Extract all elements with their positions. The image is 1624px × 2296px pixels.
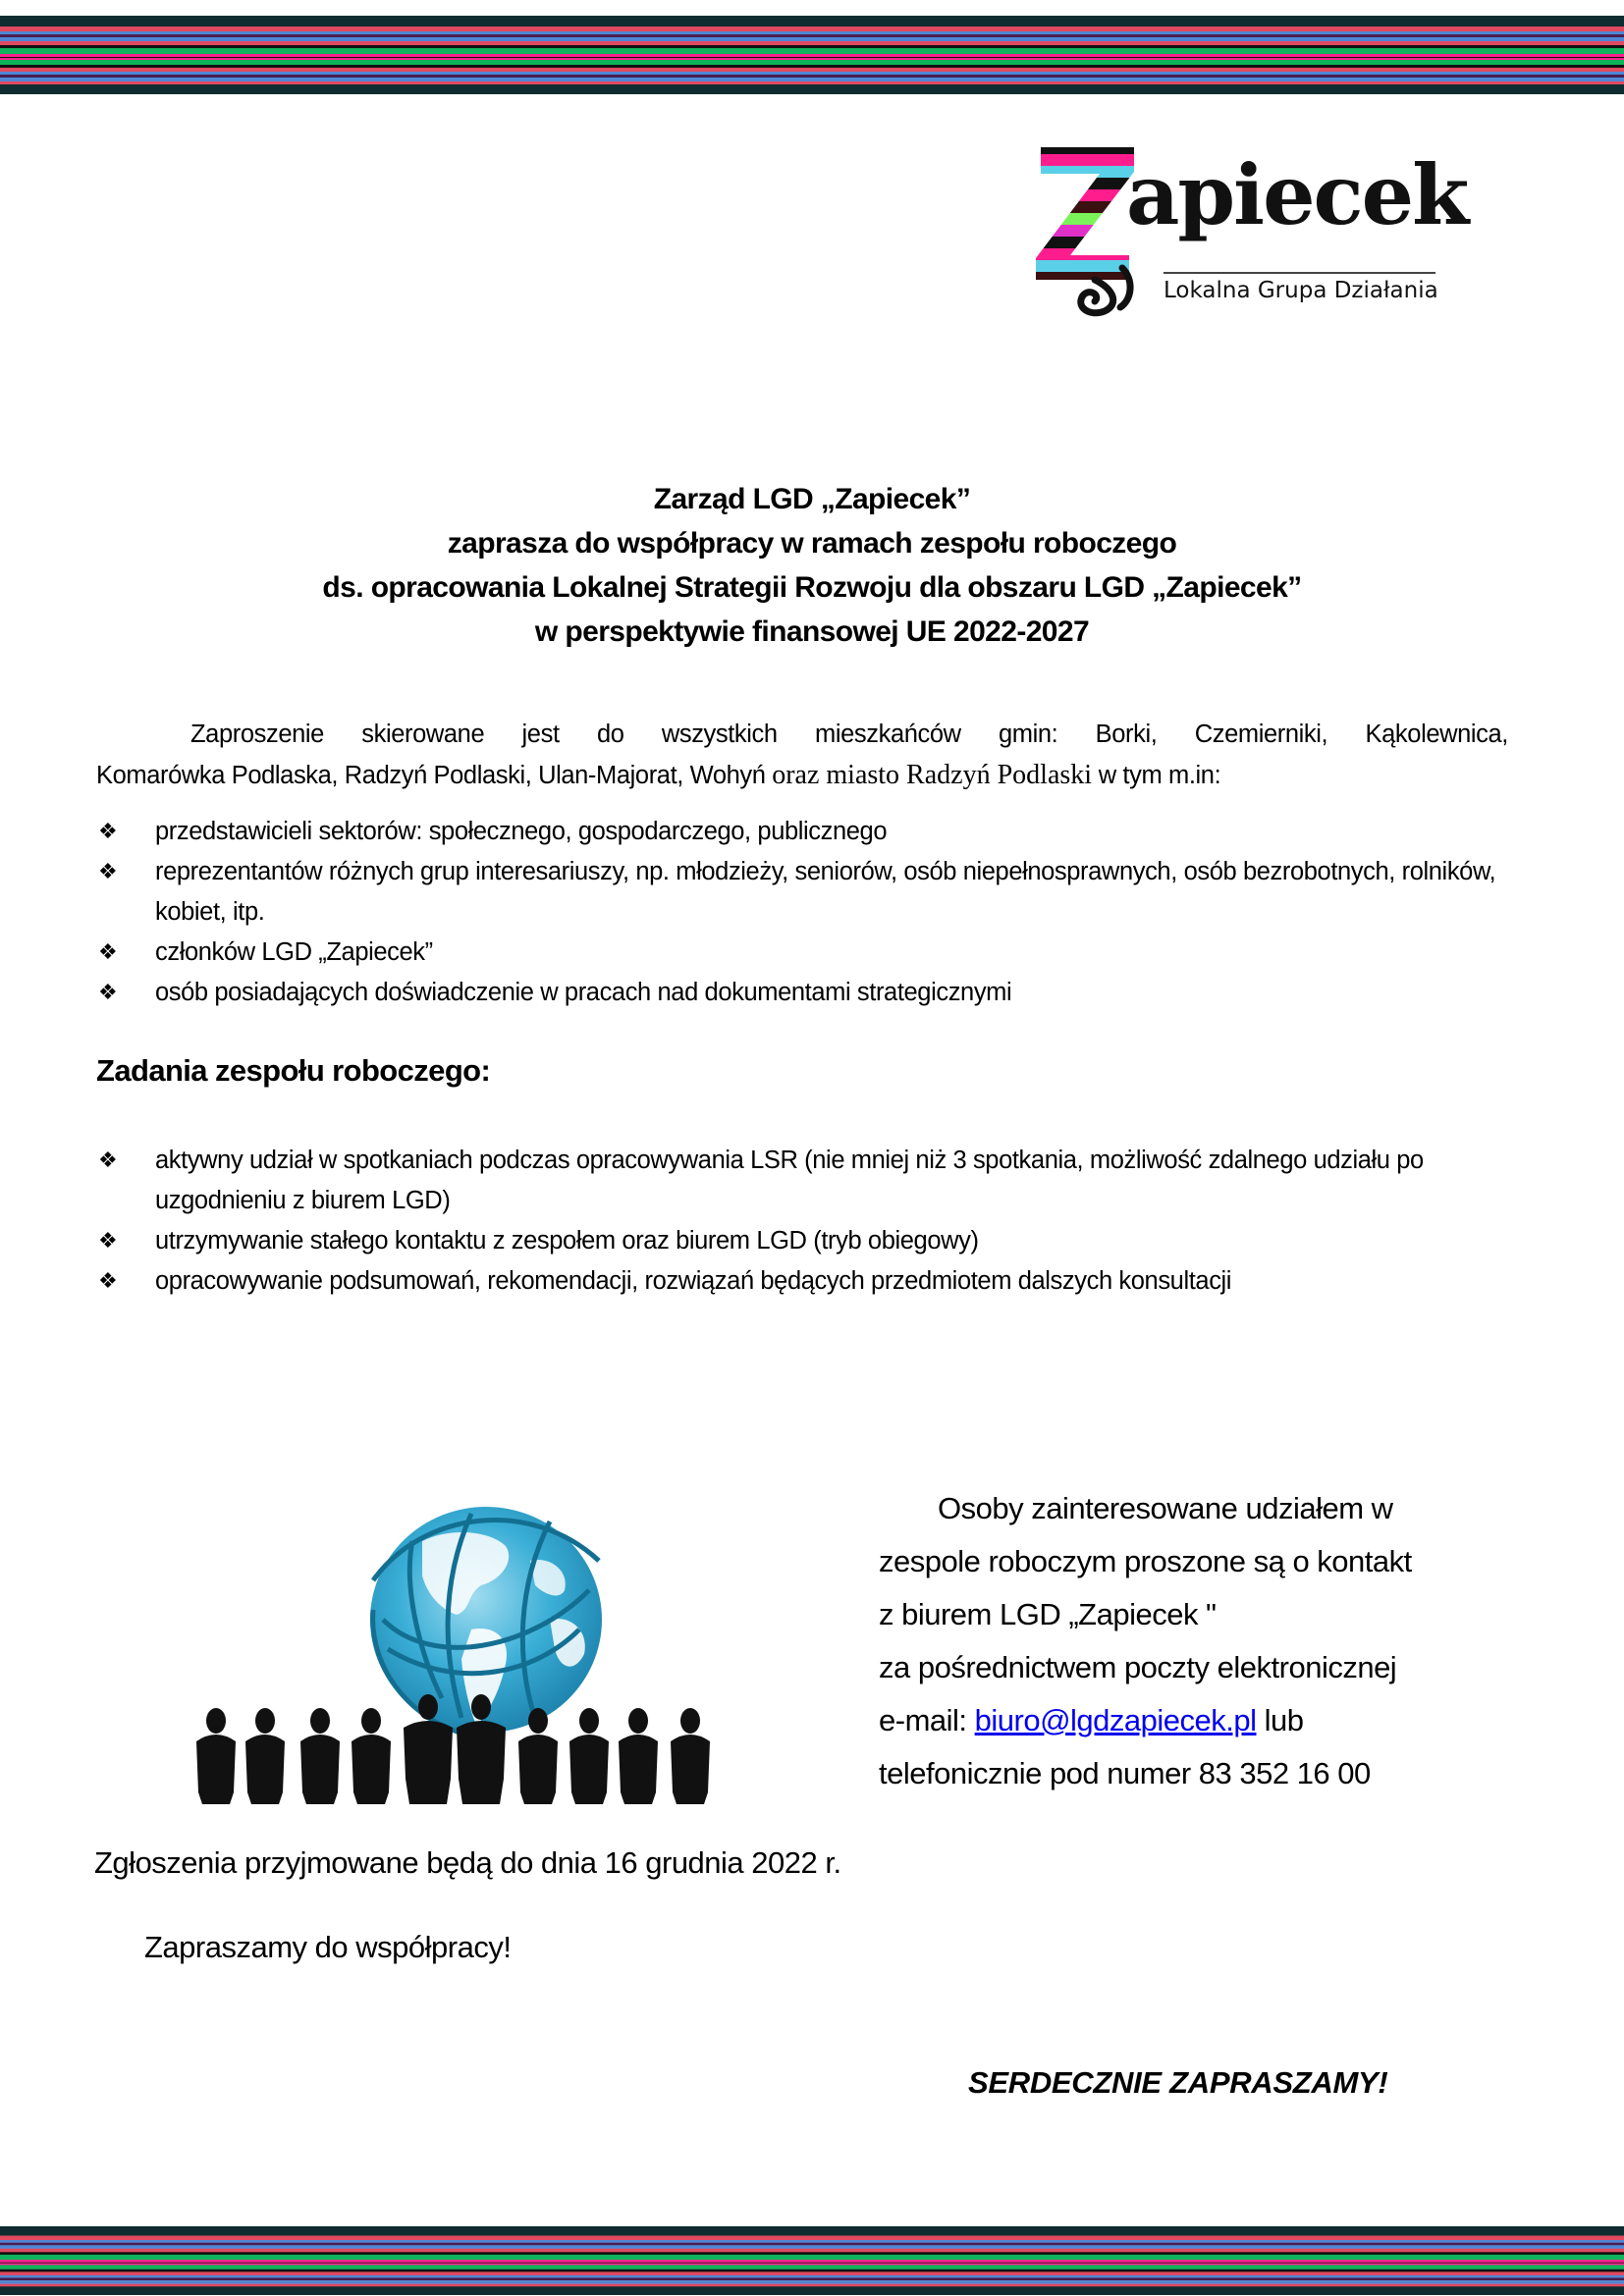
contact-line: Osoby zainteresowane udziałem w (938, 1491, 1393, 1525)
list-item-text: reprezentantów różnych grup interesariuszy, np. młodzieży, seniorów, osób niepełnosprawnych, osób bezrobotnych, rolników, kobiet, itp. (155, 858, 1496, 926)
list-item (98, 1221, 1512, 1261)
contact-line: zespole roboczym proszone są o kontakt (879, 1544, 1412, 1578)
stripe (0, 2271, 1624, 2275)
contact-line: z biurem LGD „Zapiecek " (879, 1597, 1217, 1631)
globe-people-illustration (177, 1502, 785, 1806)
stripe (0, 84, 1624, 94)
stripe (0, 58, 1624, 60)
person-silhouette (361, 1708, 381, 1734)
stripe (0, 65, 1624, 68)
person-silhouette (418, 1694, 438, 1720)
list-item-text: aktywny udział w spotkaniach podczas opracowywania LSR (nie mniej niż 3 spotkania, możliwość zdalnego udziału po uzgodnieniu z biurem LGD) (155, 1147, 1424, 1214)
deadline-text: Zgłoszenia przyjmowane będą do dnia 16 grudnia 2022 r. (94, 1845, 841, 1880)
email-suffix: lub (1256, 1703, 1304, 1737)
contact-info (879, 1482, 1527, 1800)
intro-line-2-tail: w tym m.in: (1092, 762, 1221, 789)
contact-line: za pośrednictwem poczty elektronicznej (879, 1650, 1397, 1684)
stripe-band-graphic (0, 2226, 1624, 2295)
list-item-text: osób posiadających doświadczenie w pracach nad dokumentami strategicznymi (155, 979, 1012, 1006)
title-line: zaprasza do współpracy w ramach zespołu roboczego (447, 527, 1177, 560)
stripe (0, 2280, 1624, 2284)
title-line: ds. opracowania Lokalnej Strategii Rozwoju dla obszaru LGD „Zapiecek” (322, 571, 1302, 604)
document-title (0, 477, 1624, 654)
person-silhouette (680, 1708, 700, 1734)
stripe (0, 2249, 1624, 2253)
logo-wordmark: apiecek (1126, 146, 1468, 243)
stripe (0, 54, 1624, 57)
person-silhouette (518, 1735, 558, 1804)
stripe (0, 2255, 1624, 2260)
diamond-bullet-icon: ❖ (98, 820, 118, 844)
contact-phone-line: telefonicznie pod numer 83 352 16 00 (879, 1756, 1371, 1790)
intro-line-2-text: Komarówka Podlaska, Radzyń Podlaski, Ulan-Majorat, Wohyń (96, 762, 773, 789)
person-silhouette (206, 1708, 226, 1734)
person-silhouette (579, 1708, 599, 1734)
person-silhouette (404, 1721, 453, 1804)
list-item-text: opracowywanie podsumowań, rekomendacji, rozwiązań będących przedmiotem dalszych konsultacji (155, 1267, 1232, 1295)
list-item (98, 852, 1512, 933)
stripe (0, 2240, 1624, 2243)
stripe (0, 72, 1624, 75)
intro-line-1: Zaproszenie skierowane jest do wszystkich mieszkańców gmin: Borki, Czemierniki, Kąkolewnica, (190, 721, 1508, 748)
person-silhouette (619, 1735, 658, 1804)
stripe (0, 2245, 1624, 2249)
intro-line-2-serif-text: oraz miasto Radzyń Podlaski (772, 760, 1093, 790)
contact-email-line (879, 1694, 1527, 1747)
person-silhouette (457, 1721, 506, 1804)
tasks-heading: Zadania zespołu roboczego: (96, 1053, 491, 1088)
stripe (0, 2226, 1624, 2236)
person-silhouette (352, 1735, 391, 1804)
person-silhouette (196, 1735, 236, 1804)
list-item-text: utrzymywanie stałego kontaktu z zespołem oraz biurem LGD (tryb obiegowy) (155, 1227, 979, 1255)
person-silhouette (471, 1694, 491, 1720)
top-stripe-band (0, 16, 1624, 94)
stripe (0, 2275, 1624, 2278)
list-item (98, 933, 1512, 973)
person-silhouette (628, 1708, 648, 1734)
stripe (0, 48, 1624, 54)
tasks-list (98, 1141, 1512, 1302)
stripe (0, 78, 1624, 81)
title-line: w perspektywie finansowej UE 2022-2027 (534, 615, 1090, 648)
recipients-list (98, 812, 1512, 1013)
stripe (0, 2265, 1624, 2269)
list-item-text: członków LGD „Zapiecek” (155, 938, 433, 966)
bottom-stripe-band (0, 2226, 1624, 2295)
stripe (0, 27, 1624, 31)
list-item (98, 973, 1512, 1013)
diamond-bullet-icon: ❖ (98, 1148, 118, 1173)
stripe (0, 2278, 1624, 2281)
title-line: Zarząd LGD „Zapiecek” (653, 483, 971, 515)
stripe (0, 2284, 1624, 2287)
intro-line-2 (96, 755, 1508, 796)
globe-icon (177, 1502, 785, 1806)
stripe (0, 2260, 1624, 2263)
stripe (0, 2236, 1624, 2241)
stripe (0, 68, 1624, 72)
logo-subtitle: Lokalna Grupa Działania (1164, 278, 1438, 303)
stripe (0, 2252, 1624, 2255)
stripe (0, 60, 1624, 65)
logo-stripe (1036, 248, 1154, 260)
person-silhouette (255, 1708, 275, 1734)
person-silhouette (569, 1735, 609, 1804)
diamond-bullet-icon: ❖ (98, 1269, 118, 1294)
stripe (0, 2264, 1624, 2266)
diamond-bullet-icon: ❖ (98, 981, 118, 1005)
intro-paragraph (96, 715, 1508, 796)
logo-stripe (1036, 260, 1154, 272)
stripe (0, 2269, 1624, 2272)
stripe (0, 34, 1624, 37)
list-item (98, 1141, 1512, 1221)
stripe (0, 16, 1624, 27)
list-item (98, 1261, 1512, 1302)
stripe (0, 37, 1624, 41)
stripe (0, 75, 1624, 78)
person-silhouette (671, 1735, 710, 1804)
person-silhouette (310, 1708, 330, 1734)
email-label: e-mail: (879, 1703, 975, 1737)
diamond-bullet-icon: ❖ (98, 940, 118, 965)
email-link[interactable]: biuro@lgdzapiecek.pl (974, 1703, 1257, 1737)
closing-text: SERDECZNIE ZAPRASZAMY! (968, 2065, 1388, 2100)
person-silhouette (528, 1708, 548, 1734)
diamond-bullet-icon: ❖ (98, 860, 118, 884)
stripe (0, 45, 1624, 48)
person-silhouette (300, 1735, 340, 1804)
list-item (98, 812, 1512, 852)
logo-divider (1164, 272, 1435, 274)
zapiecek-logo (1036, 142, 1468, 319)
stripe (0, 2243, 1624, 2246)
stripe (0, 2286, 1624, 2295)
stripe-band-graphic (0, 16, 1624, 94)
list-item-text: przedstawicieli sektorów: społecznego, gospodarczego, publicznego (155, 818, 888, 845)
stripe (0, 31, 1624, 34)
invite-text: Zapraszamy do współpracy! (144, 1930, 512, 1964)
stripe (0, 41, 1624, 45)
person-silhouette (245, 1735, 285, 1804)
stripe (0, 81, 1624, 84)
diamond-bullet-icon: ❖ (98, 1229, 118, 1254)
